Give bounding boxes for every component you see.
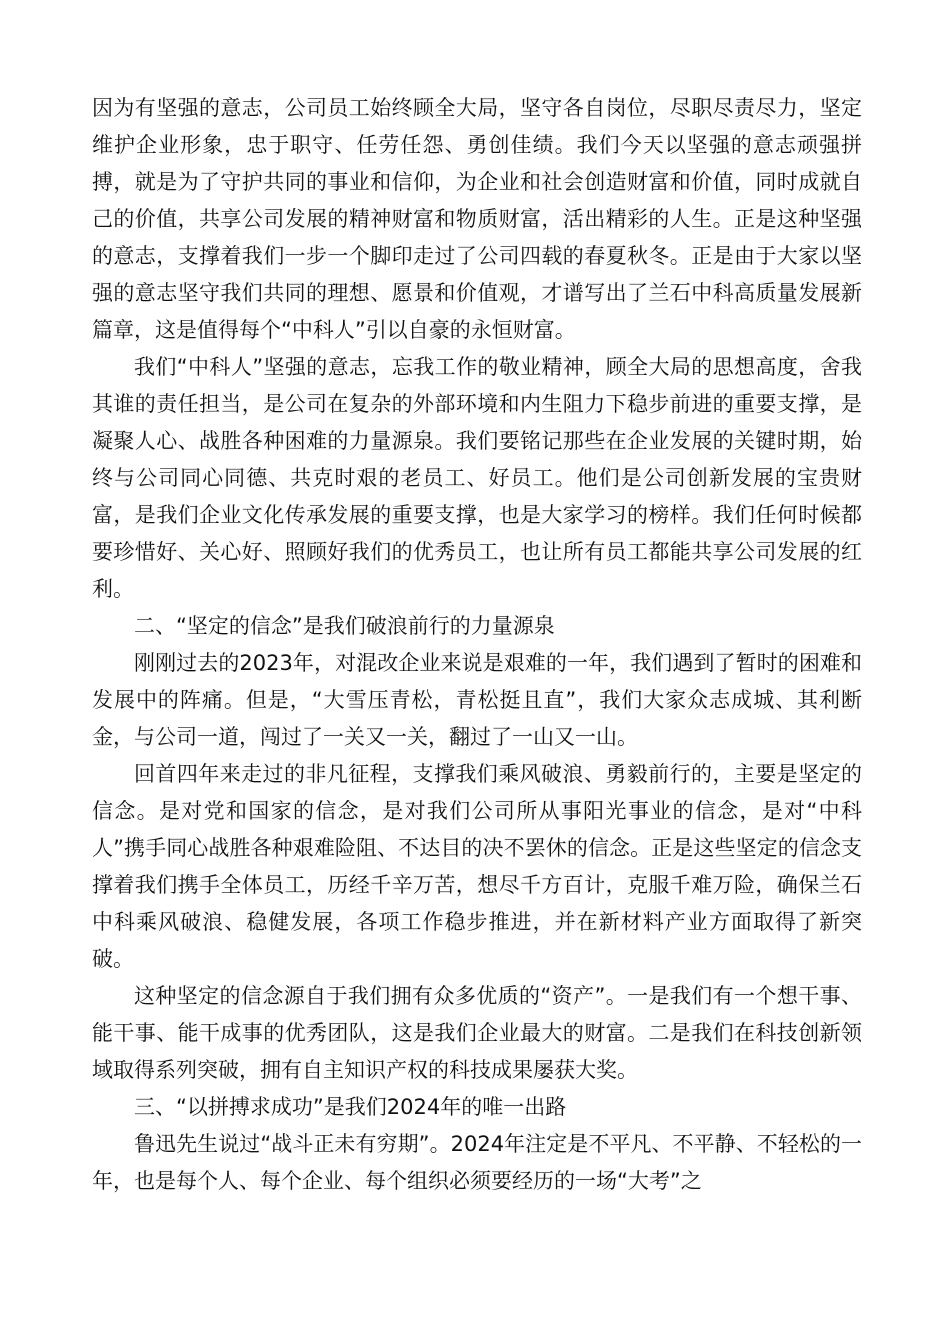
- document-page: [92, 90, 862, 1200]
- paragraph-2024-outlook: 鲁迅先生说过“战斗正未有穷期”。2024年注定是不平凡、不平静、不轻松的一年，也是每个人、每个企业、每个组织必须要经历的一场“大考”之: [92, 1132, 862, 1193]
- paragraph-continuation: 因为有坚强的意志，公司员工始终顾全大局，坚守各自岗位，尽职尽责尽力，坚定维护企业形象，忠于职守、任劳任怨、勇创佳绩。我们今天以坚强的意志顽强拼搏，就是为了守护共同的事业和信仰，为企业和社会创造财富和价值，同时成就自己的价值，共享公司发展的精神财富和物质财富，活出精彩的人生。正是这种坚强的意志，支撑着我们一步一个脚印走过了公司四载的春夏秋冬。正是由于大家以坚强的意志坚守我们共同的理想、愿景和价值观，才谱写出了兰石中科高质量发展新篇章，这是值得每个“中科人”引以自豪的永恒财富。: [92, 96, 862, 342]
- paragraph-zhongke-will: 我们“中科人”坚强的意志，忘我工作的敬业精神，顾全大局的思想高度，舍我其谁的责任担当，是公司在复杂的外部环境和内生阻力下稳步前进的重要支撑，是凝聚人心、战胜各种困难的力量源泉。我们要铭记那些在企业发展的关键时期，始终与公司同心同德、共克时艰的老员工、好员工。他们是公司创新发展的宝贵财富，是我们企业文化传承发展的重要支撑，也是大家学习的榜样。我们任何时候都要珍惜好、关心好、照顾好我们的优秀员工，也让所有员工都能共享公司发展的红利。: [92, 355, 862, 601]
- section-heading-3: 三、“以拼搏求成功”是我们2024年的唯一出路: [134, 1095, 567, 1119]
- section-heading-2: 二、“坚定的信念”是我们破浪前行的力量源泉: [134, 614, 555, 638]
- paragraph-assets: 这种坚定的信念源自于我们拥有众多优质的“资产”。一是我们有一个想干事、能干事、能干成事的优秀团队，这是我们企业最大的财富。二是我们在科技创新领域取得系列突破，拥有自主知识产权的科技成果屡获大奖。: [92, 984, 862, 1082]
- paragraph-four-years: 回首四年来走过的非凡征程，支撑我们乘风破浪、勇毅前行的，主要是坚定的信念。是对党和国家的信念，是对我们公司所从事阳光事业的信念，是对“中科人”携手同心战胜各种艰难险阻、不达目的决不罢休的信念。正是这些坚定的信念支撑着我们携手全体员工，历经千辛万苦，想尽千方百计，克服千难万险，确保兰石中科乘风破浪、稳健发展，各项工作稳步推进，并在新材料产业方面取得了新突破。: [92, 762, 862, 971]
- paragraph-2023-review: 刚刚过去的2023年，对混改企业来说是艰难的一年，我们遇到了暂时的困难和发展中的阵痛。但是，“大雪压青松，青松挺且直”，我们大家众志成城、其利断金，与公司一道，闯过了一关又一关，翻过了一山又一山。: [92, 651, 862, 749]
